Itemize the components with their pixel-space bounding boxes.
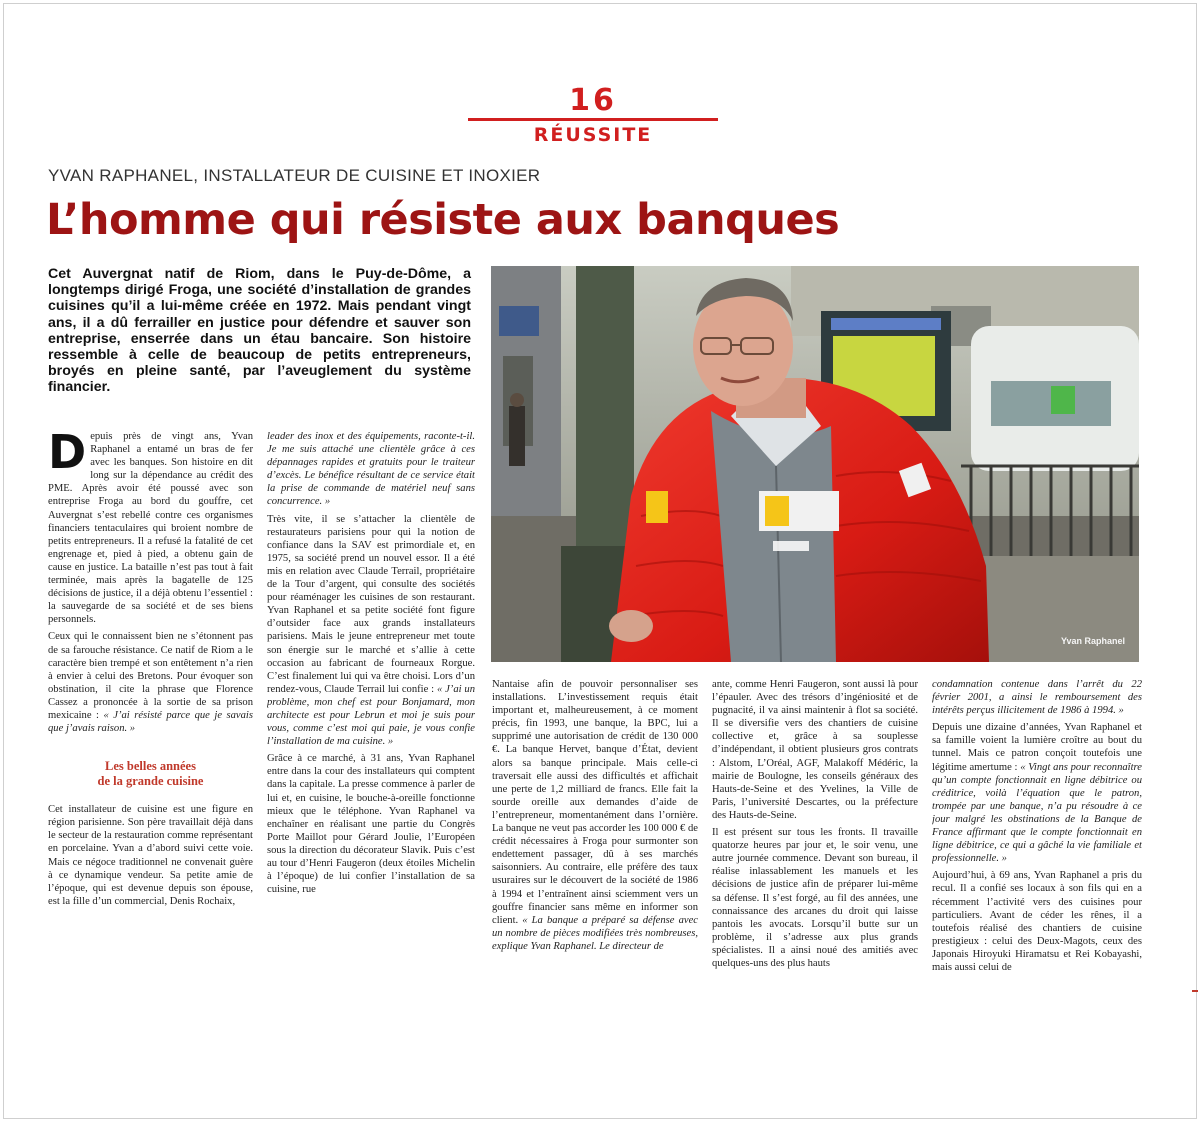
page-number: 16 (569, 83, 617, 118)
paragraph (712, 826, 918, 970)
text-column-2 (267, 430, 475, 1106)
paragraph (932, 721, 1142, 865)
paragraph-text: Ceux qui le connaissent bien ne s’étonnent pas de sa farouche résistance. Ce natif de Riom a le caractère bien trempé et son entêtement n’a rien à envier à celui des Bretons. Pour évoquer son obstination, il cite la phrase que Florence Cassez a prononcée à la sortie de sa prison mexicaine : (48, 631, 253, 721)
page-folio (468, 84, 718, 147)
quote-text: « J’ai un problème, mon chef est pour Bonjamard, mon architecte est pour Lebrun et moi je suis pour vous, comme c’est moi qui paie, je vous confie l’installation de ma cuisine. » (267, 683, 475, 748)
paragraph (932, 869, 1142, 974)
paragraph (492, 678, 698, 953)
paragraph-text: ante, comme Henri Faugeron, sont aussi là pour l’épauler. Avec des trésors d’ingéniosité et de pugnacité, il va ainsi maintenir à flot sa société. Il se diversifie vers des chantiers de cuisine collective et, grâce à sa souplesse d’indépendant, il obtient plusieurs gros contrats : Alstom, L’Oréal, AGF, Malakoff Médéric, la mairie de Boulogne, les conseils généraux des Hauts-de-Seine et des Yvelines, la Ville de Paris, l’université Descartes, ou la préfecture des Hauts-de-Seine. (712, 679, 918, 821)
subhead-line-1: Les belles années (105, 759, 196, 774)
paragraph (712, 678, 918, 822)
paragraph-text: epuis près de vingt ans, Yvan Raphanel a entamé un bras de fer avec les banques. Son histoire en dit long sur la dépendance au crédit des PME. Après avoir été poussé avec son entreprise Froga au bord du gouffre, cet Auvergnat s’est rebellé contre ces organismes financiers tentaculaires qui broient nombre de petits entrepreneurs. Il a refusé la fatalité de cet engrenage et, pied à pied, a obtenu gain de cause en justice. La bataille n’est pas tout à fait terminée, mais après la bagatelle de 125 décisions de justice, il a déjà obtenu l’essentiel : la sauvegarde de sa société et de ses biens personnels. (48, 431, 253, 626)
text-column-1 (48, 430, 253, 1106)
edge-mark (1192, 990, 1198, 992)
quote-text: « La banque a préparé sa défense avec un nombre de pièces modifiées très nombreuses, explique Yvan Raphanel. Le directeur de (492, 914, 698, 952)
paragraph (932, 678, 1142, 717)
paragraph-text: Très vite, il se s’attacher la clientèle de restaurateurs parisiens pour qui la notion de confiance dans la SAV est primordiale et, en 1975, sa société prend un nouvel essor. Il a été mis en relation avec Claude Terrail, propriétaire de la Tour d’argent, qui consulte des sociétés pour réaménager les cuisines de son restaurant. Yvan Raphanel et sa petite société font figure d’outsider face aux grands installateurs parisiens. Mais le jeune entrepreneur met toute son énergie sur le marché et s’allie à cette occasion au fabricant de fourneaux Rorgue. C’est finalement lui qui va être choisi. Lors d’un rendez-vous, Claude Terrail lui confie : (267, 513, 475, 695)
paragraph (267, 513, 475, 749)
paragraph-text: Aujourd’hui, à 69 ans, Yvan Raphanel a pris du recul. Il a confié ses locaux à son fils qui en a récemment l’activité vers des cuisines pour particuliers. Avant de céder les rênes, il a toutefois réalisé des chantiers de cuisine prestigieux : celui des Deux-Magots, ceux des Japonais Hiroyuki Hiramatsu et Rei Kobayashi, mais aussi celui de (932, 870, 1142, 973)
section-label: RÉUSSITE (533, 124, 653, 146)
paragraph-text: condamnation contenue dans l’arrêt du 22 février 2001, a ainsi le remboursement des intérêts perçus illicitement de 1986 à 1994. » (932, 679, 1142, 717)
subhead-line-2: de la grande cuisine (97, 774, 204, 789)
text-column-4 (712, 678, 918, 1106)
paragraph-text: Cet installateur de cuisine est une figure en région parisienne. Son père travaillait déjà dans le secteur de la restauration comme représentant en porcelaine. Yvan a d’abord suivi cette voie. Mais ce négoce traditionnel ne convenait guère à ce dynamique vendeur. Sa petite amie de l’époque, qui est devenue depuis son épouse, est la fille d’un commercial, Denis Rochaix, (48, 804, 253, 907)
dropcap: D (48, 430, 87, 479)
paragraph-text: Depuis une dizaine d’années, Yvan Raphanel et sa famille voient la lumière croître au bout du tunnel. Mais ce patron conçoit toutefois une légitime amertume : (932, 722, 1142, 773)
folio-rule (468, 118, 718, 121)
paragraph-text: Nantaise afin de pouvoir personnaliser ses installations. L’investissement requis était important et, malheureusement, à ce moment précis, fin 1993, une banque, la BPC, lui a supprimé une autorisation de crédit de 130 000 €. La banque Hervet, banque d’État, devient alors sa banque principale. Mais celle-ci traversait elle aussi des difficultés et affichait une perte de 1,2 milliard de francs. Elle fait la sourde oreille aux demandes d’aide de l’entrepreneur, momentanément dans l’ornière. La banque ne veut pas accorder les 100 000 € de crédit nécessaires à Froga pour surmonter son endettement passager, dû à ses marchés saisonniers. Au contraire, elle préfère des taux usuraires sur le découvert de la société de 1986 à 1994 et l’entraînent ainsi sciemment vers un gouffre financier sans même en informer son client. (492, 679, 698, 926)
article-headline: L’homme qui résiste aux banques (46, 195, 840, 245)
article-lead: Cet Auvergnat natif de Riom, dans le Puy-de-Dôme, a longtemps dirigé Froga, une société d’installation de grandes cuisines qu’il a lui-même créée en 1972. Mais pendant vingt ans, il a dû ferrailler en justice pour défendre et sauver son entreprise, enserrée dans un étau bancaire. Son histoire ressemble à celle de beaucoup de petits entrepreneurs, broyés en pleine santé, par l’aveuglement du système financier. (48, 266, 471, 396)
quote-text: « J’ai résisté parce que je savais que j’avais raison. » (48, 709, 253, 735)
article-kicker: YVAN RAPHANEL, INSTALLATEUR DE CUISINE ET INOXIER (48, 166, 541, 185)
paragraph (267, 430, 475, 509)
text-column-3 (492, 678, 698, 1106)
photo-credit: Yvan Raphanel (1060, 636, 1125, 646)
paragraph (48, 430, 253, 626)
article-subhead (48, 759, 253, 789)
paragraph-text: Il est présent sur tous les fronts. Il travaille quatorze heures par jour et, le soir venu, une autre journée commence. Devant son bureau, il réalise inlassablement les manuels et les décisions de justice afin de préparer lui-même sa défense. Il s’est forgé, au fil des années, une connaissance des arcanes du droit qui laisse pantois les avocats. Lorsqu’il butte sur un problème, il s’adresse aux plus grands spécialistes. Il a ainsi noué des amitiés avec quelques-uns des plus hauts (712, 827, 918, 969)
photo-illustration (491, 266, 1139, 662)
paragraph (48, 803, 253, 908)
text-column-5 (932, 678, 1142, 1106)
paragraph-text: leader des inox et des équipements, raconte-t-il. Je me suis attaché une clientèle grâce à ces dépannages rapides et gratuits pour le traiteur d’excès. Le bénéfice résultant de ce service était la prise de commande de matériel neuf sans concurrence. » (267, 431, 475, 508)
paragraph (48, 630, 253, 735)
article-photo (491, 266, 1139, 662)
paragraph (267, 752, 475, 896)
paragraph-text: Grâce à ce marché, à 31 ans, Yvan Raphanel entre dans la cour des installateurs qui comptent dans la capitale. La presse commence à parler de lui et, en cuisine, le bouche-à-oreille fonctionne mieux que le téléphone. Yvan Raphanel va enchaîner en réalisant une partie du Congrès Porte Maillot pour Gérard Joulie, l’Européen sous la direction du décorateur Slavik. Puis c’est au tour d’Henri Faugeron (deux étoiles Michelin à l’époque) de lui confier l’installation de sa cuisine, rue (267, 753, 475, 896)
quote-text: « Vingt ans pour reconnaître qu’un compte fonctionnait en ligne débitrice ou créditrice, voilà l’équation que le patron, trompée par une banque, n’a pu résoudre à ce jour malgré les obstinations de la Banque de France affirmant que le compte fonctionnait en ligne débitrice, ce qui a gâché la vie familiale et professionnelle. » (932, 761, 1142, 865)
